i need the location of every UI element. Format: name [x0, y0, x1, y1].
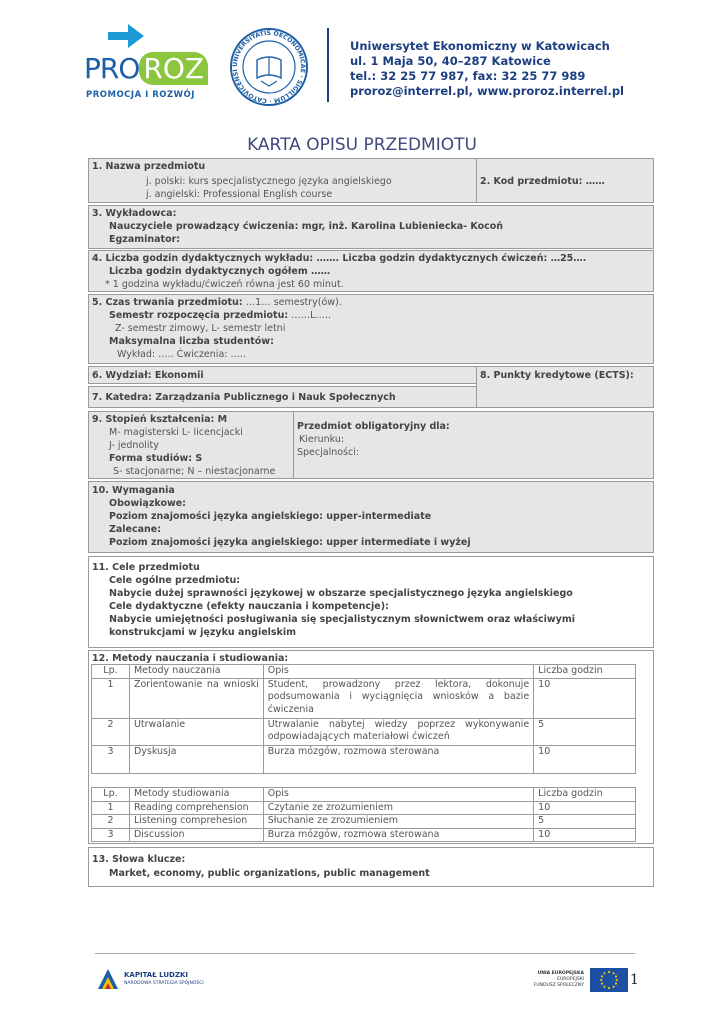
- hours-line1: 4. Liczba godzin dydaktycznych wykładu: ……. Liczba godzin dydaktycznych ćwiczeń: …25….: [92, 253, 587, 264]
- max-students-label: Maksymalna liczba studentów:: [109, 336, 274, 347]
- seal-icon: [228, 26, 310, 108]
- mandatory-specialty: Specjalności:: [297, 447, 360, 458]
- section-duration: [88, 294, 654, 364]
- header-description: Opis: [263, 788, 533, 802]
- objectives-label: 11. Cele przedmiotu: [92, 562, 200, 573]
- objectives-didactic-label: Cele dydaktyczne (efekty nauczania i kompetencje):: [109, 601, 389, 612]
- eu-flag-icon: [590, 968, 628, 992]
- logo-roz-text: ROZ: [139, 52, 208, 85]
- objectives-didactic-value1: Nabycie umiejętności posługiwania się specjalistycznym słownictwem oraz właściwymi: [109, 614, 576, 625]
- start-semester-value: ……L…..: [288, 310, 331, 321]
- university-phone: tel.: 32 25 77 987, fax: 32 25 77 989: [350, 69, 586, 83]
- section-mandatory: [293, 411, 654, 479]
- course-name-pl: j. polski: kurs specjalistycznego języka angielskiego: [146, 176, 392, 187]
- section-study-level: [88, 411, 294, 479]
- section-requirements: [88, 481, 654, 553]
- row-description: Utrwalanie nabytej wiedzy poprzez wykonywanie odpowiadających materiałowi ćwiczeń: [263, 718, 533, 745]
- row-lp: 3: [92, 745, 130, 773]
- section-keywords: [88, 847, 654, 887]
- kapital-ludzki-logo: [96, 967, 226, 993]
- table-row: [92, 815, 636, 829]
- requirements-recommended-value: Poziom znajomości języka angielskiego: upper intermediate i wyżej: [109, 537, 471, 548]
- requirements-required-value: Poziom znajomości języka angielskiego: upper-intermediate: [109, 511, 432, 522]
- header-lp: Lp.: [92, 788, 130, 802]
- header-hours: Liczba godzin: [534, 788, 636, 802]
- section-lecturer: [88, 205, 654, 249]
- row-method: Reading comprehension: [129, 801, 263, 815]
- eu-line3: FUNDUSZ SPOŁECZNY: [533, 983, 584, 988]
- kapital-ludzki-icon: [96, 967, 120, 991]
- row-hours: 10: [534, 801, 636, 815]
- section-ects: [476, 366, 654, 408]
- table-header-row: [92, 788, 636, 802]
- row-description: Słuchanie ze zrozumieniem: [263, 815, 533, 829]
- row-lp: 1: [92, 801, 130, 815]
- arrow-icon: [106, 22, 146, 50]
- row-hours: 5: [534, 718, 636, 745]
- header-divider: [327, 28, 329, 102]
- study-form-legend: S- stacjonarne; N – niestacjonarne: [113, 466, 276, 477]
- ects-label: 8. Punkty kredytowe (ECTS):: [480, 370, 634, 381]
- study-level-label: 9. Stopień kształcenia: M: [92, 414, 228, 425]
- course-code-label: 2. Kod przedmiotu: ……: [480, 176, 605, 187]
- section-course-name: [88, 158, 477, 203]
- keywords-value: Market, economy, public organizations, public management: [109, 868, 430, 879]
- row-method: Listening comprehesion: [129, 815, 263, 829]
- section-faculty: [88, 366, 477, 384]
- header-description: Opis: [263, 665, 533, 679]
- kapital-ludzki-title: KAPITAŁ LUDZKI: [124, 971, 188, 979]
- row-description: Czytanie ze zrozumieniem: [263, 801, 533, 815]
- university-info: [350, 39, 624, 99]
- eu-line2: EUROPEJSKI: [557, 977, 584, 982]
- section-hours: [88, 250, 654, 292]
- section-course-code: [476, 158, 654, 203]
- start-semester-label: Semestr rozpoczęcia przedmiotu:: [109, 310, 289, 321]
- eu-line1: UNIA EUROPEJSKA: [537, 971, 584, 976]
- hours-total: Liczba godzin dydaktycznych ogółem ……: [109, 266, 331, 277]
- keywords-label: 13. Słowa klucze:: [92, 854, 186, 865]
- course-name-en: j. angielski: Professional English course: [146, 189, 333, 200]
- row-hours: 10: [534, 745, 636, 773]
- max-students-value: Wykład: ….. Ćwiczenia: …..: [117, 349, 247, 360]
- mandatory-field: Kierunku:: [299, 434, 345, 445]
- kapital-ludzki-subtitle: NARODOWA STRATEGIA SPÓJNOŚCI: [124, 981, 204, 986]
- duration-value: …1… semestry(ów).: [242, 297, 342, 308]
- row-description: Student, prowadzony przez lektora, dokonuje podsumowania i wyciągnięcia wniosków a bazie ćwiczenia: [263, 678, 533, 718]
- objectives-general-label: Cele ogólne przedmiotu:: [109, 575, 241, 586]
- row-hours: 10: [534, 828, 636, 842]
- page-number: 1: [630, 972, 639, 988]
- study-level-legend1: M- magisterski L- licencjacki: [109, 427, 243, 438]
- methods-label: 12. Metody nauczania i studiowania:: [92, 653, 289, 664]
- row-hours: 5: [534, 815, 636, 829]
- row-lp: 1: [92, 678, 130, 718]
- university-contact: proroz@interrel.pl, www.proroz.interrel.pl: [350, 84, 624, 98]
- study-form-label: Forma studiów:: [109, 453, 193, 464]
- page-title: KARTA OPISU PRZEDMIOTU: [247, 135, 477, 155]
- proroz-logo: [84, 20, 214, 102]
- table-header-row: [92, 665, 636, 679]
- row-lp: 2: [92, 718, 130, 745]
- row-hours: 10: [534, 678, 636, 718]
- university-address: ul. 1 Maja 50, 40–287 Katowice: [350, 54, 551, 68]
- requirements-required-label: Obowiązkowe:: [109, 498, 186, 509]
- section-department: [88, 386, 477, 408]
- row-method: Discussion: [129, 828, 263, 842]
- table-row: [92, 718, 636, 745]
- table-row: [92, 678, 636, 718]
- header-hours: Liczba godzin: [534, 665, 636, 679]
- objectives-didactic-value2: konstrukcjami w języku angielskim: [109, 627, 297, 638]
- lecturer-teachers: Nauczyciele prowadzący ćwiczenia: mgr, inż. Karolina Lubieniecka- Kocoń: [109, 221, 504, 232]
- teaching-methods-table: [91, 664, 636, 774]
- university-name: Uniwersytet Ekonomiczny w Katowicach: [350, 39, 610, 53]
- header-method: Metody nauczania: [129, 665, 263, 679]
- requirements-label: 10. Wymagania: [92, 485, 175, 496]
- course-name-label: 1. Nazwa przedmiotu: [92, 161, 206, 172]
- requirements-recommended-label: Zalecane:: [109, 524, 162, 535]
- row-method: Dyskusja: [129, 745, 263, 773]
- hours-note: * 1 godzina wykładu/ćwiczeń równa jest 60 minut.: [105, 279, 344, 290]
- eu-text: [508, 971, 584, 989]
- row-description: Burza mózgów, rozmowa sterowana: [263, 828, 533, 842]
- university-seal: [228, 26, 310, 108]
- study-level-legend2: J- jednolity: [109, 440, 159, 451]
- footer-divider: [95, 953, 635, 954]
- duration-label: 5. Czas trwania przedmiotu:: [92, 297, 243, 308]
- logo-subtitle: PROMOCJA I ROZWÓJ: [86, 90, 195, 100]
- row-method: Zorientowanie na wnioski: [129, 678, 263, 718]
- table-row: [92, 828, 636, 842]
- mandatory-label: Przedmiot obligatoryjny dla:: [297, 421, 450, 432]
- seal-text: UNIVERSITATIS OECONOMICAE · SIGILLUM · CATOVICENSI: [231, 29, 307, 105]
- header-lp: Lp.: [92, 665, 130, 679]
- logo-pro-text: PRO: [84, 52, 140, 85]
- study-methods-table: [91, 787, 636, 842]
- table-row: [92, 801, 636, 815]
- table-row: [92, 745, 636, 773]
- semester-legend: Z- semestr zimowy, L- semestr letni: [115, 323, 286, 334]
- lecturer-label: 3. Wykładowca:: [92, 208, 177, 219]
- faculty-label: 6. Wydział: Ekonomii: [92, 370, 204, 381]
- row-lp: 3: [92, 828, 130, 842]
- row-method: Utrwalanie: [129, 718, 263, 745]
- row-lp: 2: [92, 815, 130, 829]
- row-description: Burza mózgów, rozmowa sterowana: [263, 745, 533, 773]
- header-method: Metody studiowania: [129, 788, 263, 802]
- lecturer-examiner: Egzaminator:: [109, 234, 181, 245]
- department-label: 7. Katedra: Zarządzania Publicznego i Nauk Społecznych: [92, 392, 396, 403]
- section-objectives: [88, 556, 654, 648]
- objectives-general-value: Nabycie dużej sprawności językowej w obszarze specjalistycznego języka angielskiego: [109, 588, 573, 599]
- study-form-value: S: [192, 453, 203, 464]
